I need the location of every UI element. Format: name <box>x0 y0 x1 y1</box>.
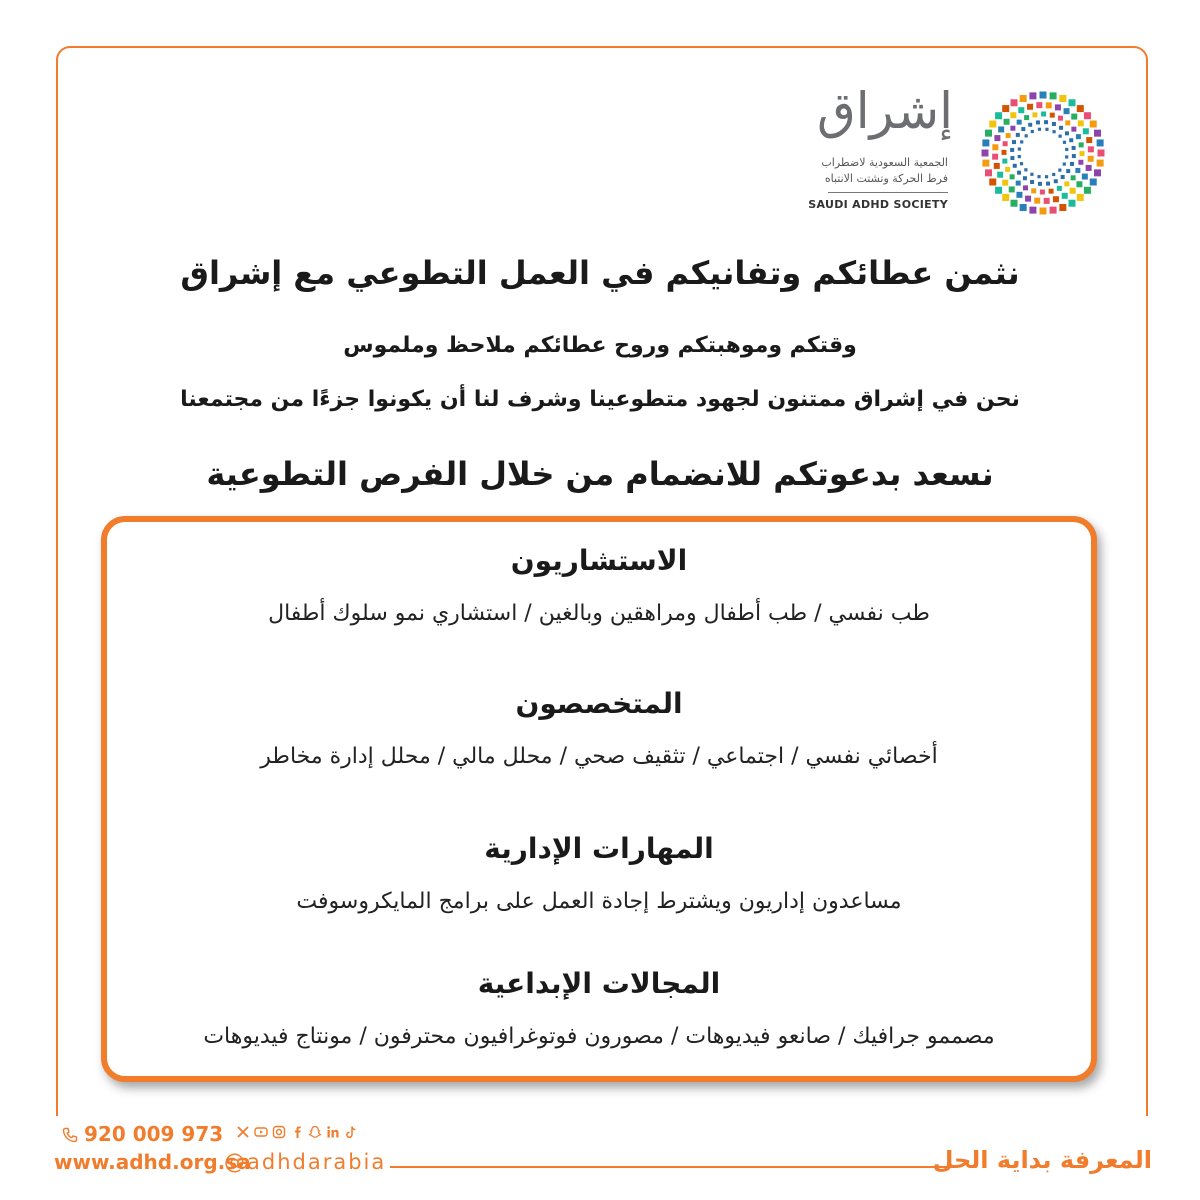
tiktok-icon[interactable] <box>344 1124 358 1138</box>
instagram-icon[interactable] <box>272 1124 286 1138</box>
logo-mark-square <box>1002 194 1009 201</box>
logo-mark-square <box>1010 112 1016 118</box>
logo-mark-square <box>1036 120 1040 124</box>
phone-icon <box>62 1127 78 1143</box>
logo-mark-square <box>1057 186 1062 191</box>
logo-mark-square <box>1020 162 1023 165</box>
logo-mark-square <box>989 179 996 186</box>
logo-mark-square <box>1090 121 1097 128</box>
logo-society-ar-line2: فرط الحركة وتشتت الانتباه <box>824 172 948 185</box>
facebook-icon[interactable] <box>290 1124 304 1138</box>
logo-mark-square <box>1064 181 1069 186</box>
logo-mark-square <box>1041 112 1046 117</box>
logo-mark-square <box>1029 92 1036 99</box>
category-description: مصممو جرافيك / صانعو فيديوهات / مصورون فوتوغرافيون محترفون / مونتاج فيديوهات <box>203 1024 995 1049</box>
logo-mark-square <box>1044 198 1050 204</box>
logo-mark-square <box>1071 114 1077 120</box>
logo-mark-square <box>1065 155 1068 158</box>
phone-link[interactable] <box>62 1122 223 1146</box>
logo-mark-square <box>1066 169 1070 173</box>
logo-mark-square <box>1065 148 1068 151</box>
logo-mark-icon <box>978 88 1108 218</box>
logo-mark-square <box>1097 160 1104 167</box>
logo-mark-square <box>1088 156 1094 162</box>
logo-mark-square <box>1009 186 1015 192</box>
snapchat-icon[interactable] <box>308 1124 322 1138</box>
logo-mark-square <box>1030 173 1033 176</box>
logo-mark-square <box>1004 119 1010 125</box>
logo-mark-square <box>1020 204 1027 211</box>
logo-mark-square <box>1061 175 1065 179</box>
x-icon[interactable] <box>236 1124 250 1138</box>
logo-mark-square <box>1050 113 1055 118</box>
logo-mark-square <box>1071 175 1076 180</box>
opportunities-box <box>101 516 1097 1082</box>
logo-mark-square <box>1017 120 1022 125</box>
logo-mark-square <box>1002 180 1008 186</box>
social-icons <box>236 1124 358 1138</box>
logo-mark-square <box>1077 105 1084 112</box>
logo-mark-square <box>1090 179 1097 186</box>
logo-mark-square <box>1058 116 1063 121</box>
logo-mark-square <box>1052 173 1055 176</box>
invite-heading: نسعد بدعوتكم للانضمام من خلال الفرص التطوعية <box>206 455 994 493</box>
logo-mark-square <box>1076 134 1081 139</box>
logo-mark-square <box>992 154 998 160</box>
logo-mark-square <box>985 130 992 137</box>
intro-line-2: نحن في إشراق ممتنون لجهود متطوعينا وشرف لنا أن يكونوا جزءًا من مجتمعنا <box>180 387 1020 412</box>
logo-mark-square <box>1006 133 1011 138</box>
logo-mark-square <box>1059 95 1066 102</box>
logo-mark-square <box>1080 151 1085 156</box>
logo-mark-square <box>992 144 998 150</box>
logo-mark-square <box>1059 204 1066 211</box>
logo-mark-square <box>1044 120 1048 124</box>
category-title: الاستشاريون <box>510 544 688 577</box>
logo-mark-square <box>1086 165 1092 171</box>
logo-mark-square <box>1027 104 1033 110</box>
logo-mark-square <box>1082 174 1088 180</box>
logo-society-en: SAUDI ADHD SOCIETY <box>808 198 948 211</box>
category-description: طب نفسي / طب أطفال ومراهقين وبالغين / استشاري نمو سلوك أطفال <box>268 601 930 626</box>
logo-mark-square <box>1097 139 1104 146</box>
logo-mark-square <box>1005 167 1010 172</box>
logo-mark-square <box>1070 162 1074 166</box>
logo-mark-square <box>1016 192 1022 198</box>
category-title: المجالات الإبداعية <box>477 967 721 1000</box>
logo-mark-square <box>1010 126 1015 131</box>
logo-mark-square <box>1094 169 1101 176</box>
logo-mark-square <box>1018 147 1021 150</box>
logo-mark-square <box>1020 95 1027 102</box>
logo-mark-square <box>1031 130 1034 133</box>
logo-mark-square <box>1031 188 1036 193</box>
logo-mark-square <box>1072 154 1076 158</box>
logo-mark-square <box>1088 146 1094 152</box>
logo-mark-square <box>1037 175 1040 178</box>
logo-mark-square <box>1054 179 1058 183</box>
logo-mark-square <box>1094 130 1101 137</box>
opportunity-category <box>107 832 1091 914</box>
logo-mark-square <box>1038 182 1042 186</box>
logo-mark-square <box>1055 104 1061 110</box>
logo-mark-square <box>1002 159 1007 164</box>
logo-mark-square <box>985 169 992 176</box>
youtube-icon[interactable] <box>254 1124 268 1138</box>
logo-mark-square <box>1065 131 1069 135</box>
logo-wordmark: إشراق <box>816 82 953 140</box>
logo-mark-square <box>1012 140 1016 144</box>
logo-mark-square <box>1025 134 1028 137</box>
logo-mark-square <box>1024 115 1029 120</box>
logo-mark-square <box>1083 128 1089 134</box>
logo-mark-square <box>982 139 989 146</box>
logo-mark-square <box>1040 190 1045 195</box>
logo-mark-square <box>1010 148 1014 152</box>
linkedin-icon[interactable] <box>326 1124 340 1138</box>
logo-mark-square <box>1078 160 1083 165</box>
logo-mark-square <box>1046 102 1052 108</box>
opportunity-category <box>107 967 1091 1049</box>
logo-mark-square <box>1071 127 1076 132</box>
logo-mark-square <box>1084 112 1091 119</box>
category-description: أخصائي نفسي / اجتماعي / تثقيف صحي / محلل مالي / محلل إدارة مخاطر <box>260 744 938 769</box>
logo-mark-square <box>1072 146 1076 150</box>
logo-mark-square <box>1016 181 1021 186</box>
logo-mark-square <box>1052 122 1056 126</box>
category-description: مساعدون إداريون ويشترط إجادة العمل على برامج المايكروسوفت <box>296 889 902 914</box>
logo-mark-square <box>1062 193 1068 199</box>
logo-mark-square <box>982 150 989 157</box>
logo-mark-square <box>1050 92 1057 99</box>
logo-mark-square <box>995 112 1002 119</box>
footer-divider <box>390 1166 950 1168</box>
logo-mark-square <box>1030 180 1034 184</box>
logo-mark-square <box>989 121 996 128</box>
logo <box>768 82 1108 218</box>
logo-mark-square <box>994 163 1000 169</box>
intro-heading: نثمن عطائكم وتفانيكم في العمل التطوعي مع إشراق <box>180 254 1020 292</box>
logo-mark-square <box>1059 126 1063 130</box>
footer <box>0 1120 1200 1200</box>
logo-mark-square <box>1084 187 1091 194</box>
logo-mark-square <box>1018 155 1021 158</box>
logo-mark-square <box>1002 105 1009 112</box>
logo-mark-square <box>1053 196 1059 202</box>
logo-mark-square <box>1075 168 1080 173</box>
logo-mark-square <box>1040 92 1047 99</box>
logo-divider <box>828 192 948 193</box>
website-link[interactable]: www.adhd.org.sa <box>54 1150 251 1174</box>
opportunity-category <box>107 544 1091 626</box>
logo-mark-square <box>1018 107 1024 113</box>
logo-mark-square <box>1032 112 1037 117</box>
logo-mark-square <box>1029 207 1036 214</box>
logo-mark-square <box>1024 168 1027 171</box>
logo-mark-square <box>1063 162 1066 165</box>
logo-mark-square <box>1038 128 1041 131</box>
logo-mark-square <box>1052 130 1055 133</box>
logo-mark-square <box>1011 200 1018 207</box>
logo-mark-square <box>1017 171 1021 175</box>
logo-mark-square <box>1064 108 1070 114</box>
logo-mark-square <box>982 160 989 167</box>
logo-mark-square <box>998 126 1004 132</box>
logo-mark-square <box>1036 102 1042 108</box>
category-title: المهارات الإدارية <box>484 832 714 865</box>
logo-mark-square <box>1013 164 1017 168</box>
logo-mark-square <box>1050 207 1057 214</box>
logo-mark-square <box>1023 176 1027 180</box>
logo-mark-square <box>1069 138 1073 142</box>
logo-mark-square <box>1045 175 1048 178</box>
logo-mark-square <box>1059 135 1062 138</box>
logo-mark-square <box>995 187 1002 194</box>
logo-mark-square <box>1010 156 1014 160</box>
logo-mark-square <box>1069 99 1076 106</box>
logo-mark-square <box>1046 182 1050 186</box>
logo-mark-square <box>1025 196 1031 202</box>
logo-mark-square <box>1045 128 1048 131</box>
logo-society-ar-line1: الجمعية السعودية لاضطراب <box>821 156 948 169</box>
logo-mark-square <box>1040 208 1047 215</box>
tagline: المعرفة بداية الحل <box>932 1146 1152 1174</box>
logo-mark-square <box>1034 198 1040 204</box>
logo-mark-square <box>1049 189 1054 194</box>
phone-number: 920 009 973 <box>84 1122 224 1146</box>
social-handle[interactable]: @adhdarabia <box>224 1150 387 1174</box>
logo-mark-square <box>1070 188 1076 194</box>
logo-mark-square <box>1076 181 1082 187</box>
logo-mark-square <box>1079 142 1084 147</box>
logo-mark-square <box>1021 127 1025 131</box>
logo-mark-square <box>1058 169 1061 172</box>
logo-mark-square <box>1077 194 1084 201</box>
logo-mark-square <box>1011 99 1018 106</box>
logo-mark-square <box>1098 150 1105 157</box>
logo-mark-square <box>1016 133 1020 137</box>
category-title: المتخصصون <box>515 687 683 720</box>
logo-mark-square <box>1063 141 1066 144</box>
logo-mark-square <box>997 172 1003 178</box>
logo-mark-square <box>1028 123 1032 127</box>
logo-mark-square <box>994 135 1000 141</box>
intro-line-1: وقتكم وموهبتكم وروح عطائكم ملاحظ وملموس <box>343 333 857 358</box>
logo-mark-square <box>1010 174 1015 179</box>
logo-mark-square <box>1086 137 1092 143</box>
logo-mark-square <box>1020 140 1023 143</box>
opportunity-category <box>107 687 1091 769</box>
logo-mark-square <box>1069 200 1076 207</box>
logo-mark-square <box>1003 141 1008 146</box>
logo-mark-square <box>1065 120 1070 125</box>
logo-mark-square <box>1002 150 1007 155</box>
logo-mark-square <box>1023 185 1028 190</box>
logo-mark-square <box>1078 120 1084 126</box>
